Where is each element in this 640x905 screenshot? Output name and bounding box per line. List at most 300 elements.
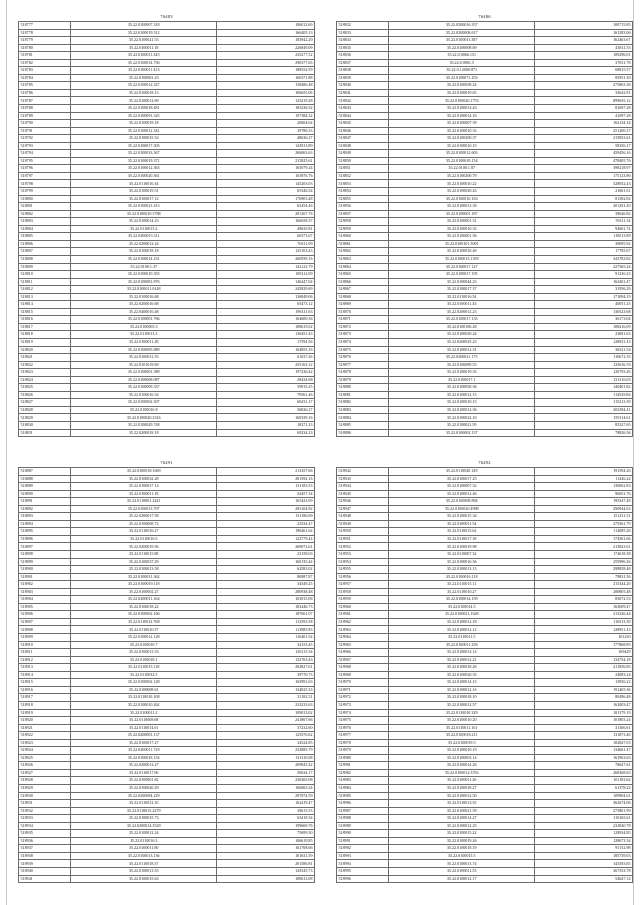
value-cell: 76311.09 <box>217 240 315 248</box>
value-cell: 94601.74 <box>535 225 633 233</box>
cadastral-number-cell: 35.22.0200012.27 <box>71 762 217 770</box>
value-cell: 343783.82 <box>535 255 633 263</box>
parcel-id-cell: 518848 <box>337 142 389 150</box>
value-cell: 165079.24 <box>217 165 315 173</box>
table-row <box>19 308 315 316</box>
value-cell: 235277.52 <box>217 52 315 60</box>
cadastral-number-cell: 35.22.0100002.137 <box>389 429 535 437</box>
value-cell: 125576.62 <box>217 732 315 740</box>
table-panel-bottom-left <box>18 458 315 883</box>
cadastral-number-cell: 35.22.0100010.154 <box>389 157 535 165</box>
parcel-id-cell: 518827 <box>19 399 71 407</box>
parcel-id-cell: 518892 <box>19 505 71 513</box>
cadastral-number-cell: 35.22.0100018.481 <box>71 105 217 113</box>
table-row <box>19 852 315 860</box>
value-cell: 79831.56 <box>535 573 633 581</box>
parcel-id-cell: 518796 <box>19 165 71 173</box>
parcel-id-cell: 518861 <box>337 240 389 248</box>
table-row <box>337 421 633 429</box>
parcel-id-cell: 518851 <box>337 165 389 173</box>
cadastral-number-cell: 35.22.0100014.26 <box>389 762 535 770</box>
parcel-id-cell: 518913 <box>19 664 71 672</box>
parcel-id-cell: 518865 <box>337 271 389 279</box>
parcel-id-cell: 518871 <box>337 316 389 324</box>
table-row <box>19 361 315 369</box>
cadastral-number-cell: 35.22.0100014.23 <box>71 218 217 226</box>
table-row <box>337 165 633 173</box>
table-row <box>337 656 633 664</box>
table-row <box>337 308 633 316</box>
table-row <box>337 157 633 165</box>
parcel-id-cell: 518960 <box>337 603 389 611</box>
value-cell: 281267.76 <box>217 210 315 218</box>
cadastral-number-cell: 35.22.0100019.65 <box>389 89 535 97</box>
parcel-id-cell: 518812 <box>19 286 71 294</box>
parcel-id-cell: 518846 <box>337 127 389 135</box>
table-row <box>337 255 633 263</box>
parcel-id-cell: 518873 <box>337 331 389 339</box>
value-cell: 39646.82 <box>535 210 633 218</box>
value-cell: 161963.63 <box>535 754 633 762</box>
cadastral-number-cell: 35.22.0100071.253 <box>389 74 535 82</box>
table-row <box>337 29 633 37</box>
cadastral-number-cell: 35.22.0100013.14 <box>389 649 535 657</box>
value-cell: 187601.07 <box>217 611 315 619</box>
value-cell: 232885.79 <box>217 747 315 755</box>
table-row <box>337 120 633 128</box>
cadastral-number-cell: 35.22.0100016.54 <box>71 391 217 399</box>
table-row <box>19 664 315 672</box>
cadastral-number-cell: 35.22.0100010.15 <box>389 399 535 407</box>
value-cell: 49635.81 <box>217 225 315 233</box>
table-row <box>337 225 633 233</box>
cadastral-number-cell: 35.22.0200025.23 <box>389 338 535 346</box>
table-row <box>337 490 633 498</box>
parcel-id-cell: 518955 <box>337 566 389 574</box>
parcel-id-cell: 518988 <box>337 815 389 823</box>
table-row <box>19 603 315 611</box>
parcel-id-cell: 518809 <box>19 263 71 271</box>
value-cell: 298858.48 <box>535 566 633 574</box>
table-row <box>337 671 633 679</box>
cadastral-number-cell: 35.22.0100012.31 <box>389 346 535 354</box>
value-cell: 134025.33 <box>217 686 315 694</box>
cadastral-number-cell: 35.22.0100020.1753 <box>389 97 535 105</box>
table-row <box>337 361 633 369</box>
table-row <box>19 180 315 188</box>
cadastral-number-cell: 35.22.0100019.118 <box>71 581 217 589</box>
value-cell: 103915.06 <box>217 596 315 604</box>
value-cell: 23158.03 <box>217 551 315 559</box>
parcel-id-cell: 518961 <box>337 611 389 619</box>
cadastral-number-cell: 35.22.0100022.10 <box>389 414 535 422</box>
parcel-id-cell: 518831 <box>19 429 71 437</box>
cadastral-number-cell: 35.22.0100012.25 <box>389 822 535 830</box>
value-cell: 128673.34 <box>535 837 633 845</box>
value-cell: 41097.28 <box>535 112 633 120</box>
cadastral-number-cell: 35.22.0100001.31 <box>389 218 535 226</box>
parcel-id-cell: 518957 <box>337 581 389 589</box>
cadastral-number-cell: 35.22.0100019.512 <box>71 29 217 37</box>
cadastral-number-cell: 35.22.0100010.7 <box>71 641 217 649</box>
parcel-id-cell: 518941 <box>19 875 71 883</box>
value-cell: 126793.26 <box>535 369 633 377</box>
cadastral-number-cell: 35.22.0100014.16 <box>389 112 535 120</box>
cadastral-number-cell: 35.22.0100014.5 <box>389 603 535 611</box>
cadastral-number-cell: 35.22.0.0066.151 <box>389 52 535 60</box>
cadastral-number-cell: 35.22.0100003.14 <box>389 754 535 762</box>
value-cell: 215823.61 <box>535 543 633 551</box>
cadastral-number-cell: 35.22.0200001.137 <box>71 732 217 740</box>
parcel-id-cell: 518900 <box>19 566 71 574</box>
cadastral-number-cell: 35.22.0200015.311 <box>71 233 217 241</box>
value-cell: 163009.47 <box>535 603 633 611</box>
cadastral-number-cell: 35.22.0100044.23 <box>389 278 535 286</box>
parcel-id-cell: 518859 <box>337 225 389 233</box>
parcel-id-cell: 518893 <box>19 513 71 521</box>
value-cell: 106655.06 <box>217 89 315 97</box>
table-row <box>19 528 315 536</box>
cadastral-number-cell: 35.22.0100015.63 <box>71 875 217 883</box>
value-cell: 17785.67 <box>535 248 633 256</box>
parcel-id-cell: 518808 <box>19 255 71 263</box>
cadastral-number-cell: 35.22.0100008.72 <box>71 520 217 528</box>
value-cell: 58356.17 <box>535 142 633 150</box>
value-cell: 24083.24 <box>535 671 633 679</box>
value-cell: 91152.98 <box>535 845 633 853</box>
table-row <box>337 535 633 543</box>
cadastral-number-cell: 35.22.0100037.29 <box>71 558 217 566</box>
parcel-id-cell: 518843 <box>337 105 389 113</box>
table-row <box>337 67 633 75</box>
cadastral-number-cell: 35.22.0100012.18 <box>389 618 535 626</box>
parcel-id-cell: 518794 <box>19 150 71 158</box>
value-cell: 273801.99 <box>535 807 633 815</box>
value-cell: 202827.61 <box>217 664 315 672</box>
cadastral-number-cell: 35.22.0.12000.871 <box>389 67 535 75</box>
table-row <box>19 800 315 808</box>
table-row <box>19 845 315 853</box>
cadastral-number-cell: 35.22.0200011.164 <box>71 596 217 604</box>
parcel-id-cell: 518884 <box>337 414 389 422</box>
value-cell: 23691.63 <box>535 331 633 339</box>
value-cell: 132763.43 <box>217 656 315 664</box>
value-cell: 165423.09 <box>217 498 315 506</box>
cadastral-number-cell: 35.22.0100017.12 <box>71 195 217 203</box>
parcel-id-cell: 518995 <box>337 867 389 875</box>
cadastral-number-cell: 35.22.0100.1.87 <box>389 165 535 173</box>
value-cell: 118513.89 <box>535 233 633 241</box>
parcel-id-cell: 518934 <box>19 822 71 830</box>
cadastral-number-cell: 35.22.0100001.187 <box>389 210 535 218</box>
table-row <box>19 112 315 120</box>
cadastral-number-cell: 35.22.0100011.0148 <box>71 286 217 294</box>
table-row <box>337 240 633 248</box>
table-row <box>19 59 315 67</box>
parcel-id-cell: 518964 <box>337 634 389 642</box>
parcel-id-cell: 518791 <box>19 127 71 135</box>
parcel-id-cell: 518906 <box>19 611 71 619</box>
parcel-id-cell: 518983 <box>337 777 389 785</box>
parcel-id-cell: 518820 <box>19 346 71 354</box>
table-row <box>19 724 315 732</box>
table-row <box>337 837 633 845</box>
cadastral-number-cell: 35.22.0100013.74 <box>389 860 535 868</box>
parcel-id-cell: 518855 <box>337 195 389 203</box>
value-cell: 109904.61 <box>535 792 633 800</box>
value-cell: 106012.69 <box>217 22 315 30</box>
parcel-id-cell: 518800 <box>19 195 71 203</box>
table-row <box>337 784 633 792</box>
parcel-id-cell: 518987 <box>337 807 389 815</box>
parcel-id-cell: 518932 <box>19 807 71 815</box>
parcel-id-cell: 518950 <box>337 528 389 536</box>
table-row <box>337 528 633 536</box>
parcel-id-cell: 518985 <box>337 792 389 800</box>
parcel-id-cell: 518864 <box>337 263 389 271</box>
cadastral-number-cell: 35.22.0110014.61 <box>71 724 217 732</box>
table-row <box>337 830 633 838</box>
cadastral-number-cell: 35.22.0110016.27 <box>71 528 217 536</box>
cadastral-number-cell: 35.22.0100010.33 <box>389 127 535 135</box>
cadastral-number-cell: 35.22.0400016.48 <box>71 308 217 316</box>
cadastral-number-cell: 35.22.0100001.766 <box>71 316 217 324</box>
cadastral-number-cell: 35.22.0100001.389 <box>71 369 217 377</box>
cadastral-number-cell: 35.22.0100016.8 <box>71 406 217 414</box>
parcel-id-cell: 518869 <box>337 301 389 309</box>
table-row <box>337 127 633 135</box>
value-cell: 197236.42 <box>217 369 315 377</box>
table-row <box>337 135 633 143</box>
cadastral-number-cell: 35.22.0100016.118 <box>389 573 535 581</box>
value-cell: 175123.86 <box>535 172 633 180</box>
value-cell: 134661.47 <box>535 747 633 755</box>
parcel-id-cell: 518948 <box>337 513 389 521</box>
table-row <box>337 323 633 331</box>
cadastral-number-cell: 35.22.0100018.26 <box>389 664 535 672</box>
cadastral-number-cell: 35.22.0200012.23 <box>389 308 535 316</box>
cadastral-number-cell: 35.22.0100011.53 <box>389 867 535 875</box>
parcel-id-cell: 518781 <box>19 52 71 60</box>
table-row <box>337 399 633 407</box>
value-cell: 146447.04 <box>217 278 315 286</box>
table-row <box>19 278 315 286</box>
cadastral-number-cell: 35.22.0100019.5 <box>389 739 535 747</box>
table-row <box>337 188 633 196</box>
parcel-id-cell: 518795 <box>19 157 71 165</box>
table-row <box>19 739 315 747</box>
parcel-id-cell: 518993 <box>337 852 389 860</box>
cadastral-number-cell: 35.22.0100021.95 <box>389 421 535 429</box>
cadastral-number-cell: 35.22.0100009.337 <box>71 384 217 392</box>
value-cell: 106619.85 <box>217 837 315 845</box>
cadastral-number-cell: 35.22.0100011.18 <box>71 490 217 498</box>
parcel-id-cell: 518966 <box>337 649 389 657</box>
parcel-id-cell: 518856 <box>337 203 389 211</box>
cadastral-number-cell: 35.22.0110010.27 <box>389 588 535 596</box>
parcel-id-cell: 518914 <box>19 671 71 679</box>
table-row <box>19 316 315 324</box>
value-cell: 162134.34 <box>535 120 633 128</box>
cadastral-number-cell: 35.22.0110016.3 <box>71 837 217 845</box>
value-cell: 75699.30 <box>217 830 315 838</box>
value-cell: 283104.82 <box>217 505 315 513</box>
value-cell: 83072.53 <box>535 596 633 604</box>
cadastral-number-cell: 35.22.0100017.127 <box>389 263 535 271</box>
table-row <box>337 82 633 90</box>
parcel-id-cell: 518911 <box>19 649 71 657</box>
table-row <box>19 293 315 301</box>
value-cell: 81697.28 <box>535 105 633 113</box>
parcel-id-cell: 518907 <box>19 618 71 626</box>
value-cell: 251206.37 <box>535 127 633 135</box>
value-cell: 131310.08 <box>217 754 315 762</box>
cadastral-number-cell: 35.22.0100018.154 <box>71 754 217 762</box>
cadastral-number-cell: 35.22.0100012.12 <box>389 626 535 634</box>
table-row <box>337 543 633 551</box>
parcel-id-cell: 518890 <box>19 490 71 498</box>
value-cell: 50634.17 <box>217 769 315 777</box>
value-cell: 131183.53 <box>217 483 315 491</box>
cadastral-number-cell: 35.22.0100011.26 <box>389 777 535 785</box>
cadastral-number-cell: 35.22.0200014.3529 <box>71 822 217 830</box>
parcel-id-cell: 518822 <box>19 361 71 369</box>
cadastral-number-cell: 35.22.0100014.27 <box>389 815 535 823</box>
table-row <box>337 203 633 211</box>
cadastral-number-cell: 35.22.0100032.28 <box>71 475 217 483</box>
parcel-id-cell: 518783 <box>19 67 71 75</box>
table-row <box>337 475 633 483</box>
table-row <box>19 588 315 596</box>
cadastral-number-cell: 35.22.0101019.69 <box>71 361 217 369</box>
cadastral-number-cell: 35.22.0100011.80 <box>71 845 217 853</box>
value-cell: 169429 <box>535 649 633 657</box>
table-row <box>337 44 633 52</box>
parcel-id-cell: 518938 <box>19 852 71 860</box>
table-row <box>19 225 315 233</box>
table-row <box>19 172 315 180</box>
value-cell: 478405.76 <box>535 157 633 165</box>
parcel-id-cell: 518806 <box>19 240 71 248</box>
parcel-id-cell: 518896 <box>19 535 71 543</box>
value-cell: 185236.52 <box>217 105 315 113</box>
parcel-id-cell: 518933 <box>19 815 71 823</box>
table-row <box>19 165 315 173</box>
table-row <box>337 150 633 158</box>
table-row <box>19 135 315 143</box>
value-cell: 78627.61 <box>535 762 633 770</box>
value-cell: 227565.24 <box>535 263 633 271</box>
cadastral-number-cell: 35.22.0100012.36 <box>389 406 535 414</box>
parcel-id-cell: 518965 <box>337 641 389 649</box>
parcel-id-cell: 518874 <box>337 338 389 346</box>
cadastral-number-cell: 35.22.0100013.43 <box>389 105 535 113</box>
parcel-id-cell: 518946 <box>337 498 389 506</box>
value-cell: 34153.45 <box>217 641 315 649</box>
parcel-id-cell: 518804 <box>19 225 71 233</box>
parcel-id-cell: 518840 <box>337 82 389 90</box>
table-row <box>19 860 315 868</box>
cadastral-number-cell: 35.22.0100012.69 <box>71 97 217 105</box>
cadastral-number-cell: 35.22.0100015.52 <box>71 135 217 143</box>
cadastral-number-cell: 35.22.0110012.10 <box>71 800 217 808</box>
parcel-id-cell: 518968 <box>337 664 389 672</box>
parcel-id-cell: 518994 <box>337 860 389 868</box>
parcel-id-cell: 518862 <box>337 248 389 256</box>
table-panel-top-right <box>336 12 633 437</box>
cadastral-number-cell: 35.22.0200016.357 <box>389 22 535 30</box>
cadastral-number-cell: 35.22.0100008.69 <box>389 44 535 52</box>
table-row <box>19 44 315 52</box>
table-row <box>19 777 315 785</box>
cadastral-number-cell: 35.22.0100020.4998 <box>389 505 535 513</box>
value-cell: 114085.26 <box>535 528 633 536</box>
parcel-id-cell: 518971 <box>337 686 389 694</box>
table-row <box>19 656 315 664</box>
table-row <box>19 709 315 717</box>
table-row <box>19 649 315 657</box>
value-cell: 174618.38 <box>535 551 633 559</box>
value-cell: 131873.46 <box>535 732 633 740</box>
value-cell: 213357.66 <box>217 468 315 476</box>
parcel-id-cell: 518888 <box>19 475 71 483</box>
table-row <box>337 112 633 120</box>
table-row <box>337 641 633 649</box>
value-cell: 362674.06 <box>535 800 633 808</box>
value-cell: 162003.47 <box>535 701 633 709</box>
cadastral-number-cell: 35.22.0100014.159 <box>389 596 535 604</box>
cadastral-number-cell: 35.22.0100013.39 <box>389 203 535 211</box>
value-cell: 69234.23 <box>217 429 315 437</box>
parcel-id-cell: 518814 <box>19 301 71 309</box>
parcel-id-cell: 518951 <box>337 535 389 543</box>
parcel-id-cell: 518801 <box>19 203 71 211</box>
table-row <box>337 210 633 218</box>
cadastral-number-cell: 35.22.0100101.3001 <box>389 240 535 248</box>
cadastral-number-cell: 35.22.0110015.88 <box>71 551 217 559</box>
value-cell: 37232.60 <box>217 724 315 732</box>
cadastral-number-cell: 35.22.0100010.22 <box>389 180 535 188</box>
parcel-id-cell: 518928 <box>19 777 71 785</box>
parcel-id-cell: 518876 <box>337 354 389 362</box>
table-row <box>337 468 633 476</box>
cadastral-number-cell: 35.22.0100031.362 <box>71 573 217 581</box>
parcel-id-cell: 518826 <box>19 391 71 399</box>
table-row <box>337 172 633 180</box>
parcel-id-cell: 518813 <box>19 293 71 301</box>
table-row <box>19 505 315 513</box>
table-row <box>337 52 633 60</box>
parcel-id-cell: 518959 <box>337 596 389 604</box>
table-row <box>337 520 633 528</box>
table-row <box>337 301 633 309</box>
table-row <box>337 800 633 808</box>
parcel-id-cell: 518929 <box>19 784 71 792</box>
table-row <box>19 875 315 883</box>
value-cell: 76311.34 <box>535 218 633 226</box>
parcel-id-cell: 518833 <box>337 29 389 37</box>
cadastral-number-cell: 35.22.0100013.33 <box>71 649 217 657</box>
value-cell: 230365.08 <box>217 777 315 785</box>
cadastral-number-cell: 35.22.0100.1.37 <box>71 263 217 271</box>
parcel-id-cell: 518895 <box>19 528 71 536</box>
table-row <box>19 747 315 755</box>
parcel-id-cell: 518897 <box>19 543 71 551</box>
cadastral-number-cell: 35.22.0100018.13 <box>71 89 217 97</box>
parcel-id-cell: 518940 <box>19 867 71 875</box>
table-row <box>19 105 315 113</box>
table-row <box>337 747 633 755</box>
